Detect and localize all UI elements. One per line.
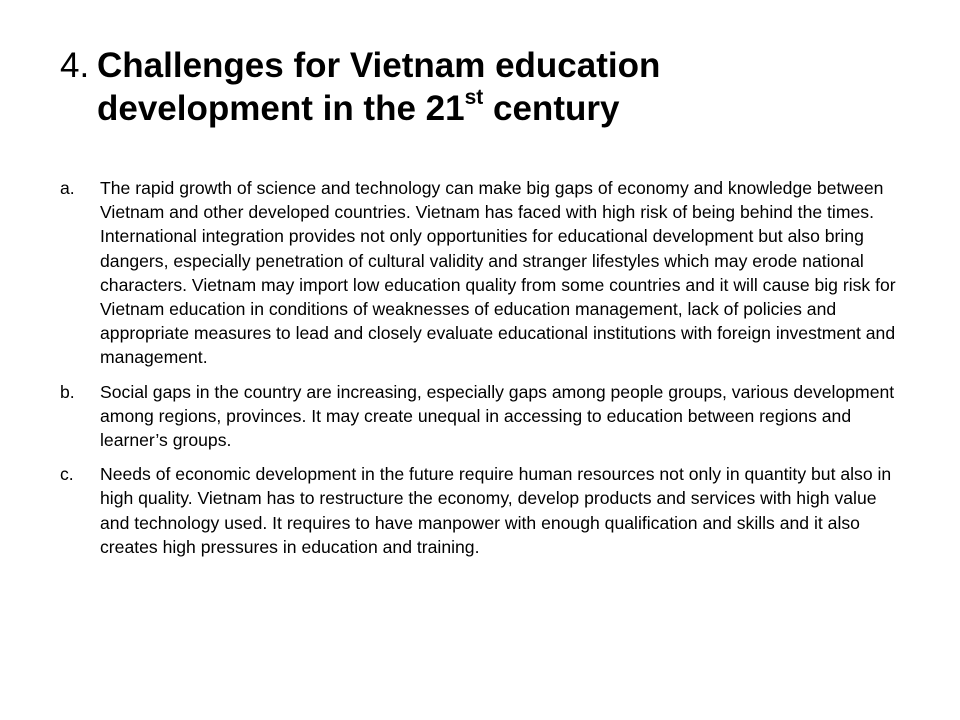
list-item-text: Needs of economic development in the future require human resources not only in quantity but also in high quality. Vietnam has to restructure the economy, develop products and services with high value and technology used. It requires to have manpower with enough qualification and skills and it also creates high pressures in education and training. <box>100 464 892 557</box>
list-item-marker: c. <box>60 464 74 485</box>
title-number: 4. <box>60 46 90 85</box>
title-line-2-prefix: development in the 21 <box>97 89 465 128</box>
title-text <box>97 44 660 130</box>
title-line-2-suffix: century <box>483 89 620 128</box>
list-item-text: The rapid growth of science and technology can make big gaps of economy and knowledge between Vietnam and other developed countries. Vietnam has faced with high risk of being behind the times. International integration provides not only opportunities for educational development but also bring dangers, especially penetration of cultural validity and stranger lifestyles which may erode national characters. Vietnam may import low education quality from some countries and it will cause big risk for Vietnam education in conditions of weaknesses of education management, lack of policies and appropriate measures to lead and closely evaluate educational institutions with foreign investment and management. <box>100 178 896 368</box>
list-item <box>60 380 910 453</box>
slide-title <box>60 44 880 130</box>
list-item-marker: b. <box>60 381 75 402</box>
list-item <box>60 176 910 370</box>
list-item-text: Social gaps in the country are increasing, especially gaps among people groups, various development among regions, provinces. It may create unequal in accessing to education between regions and learner’s groups. <box>100 381 895 451</box>
list-item-marker: a. <box>60 178 75 198</box>
title-line-1: Challenges for Vietnam education <box>97 46 661 85</box>
challenge-list <box>60 176 910 569</box>
list-item <box>60 462 910 559</box>
title-superscript: st <box>464 86 484 110</box>
